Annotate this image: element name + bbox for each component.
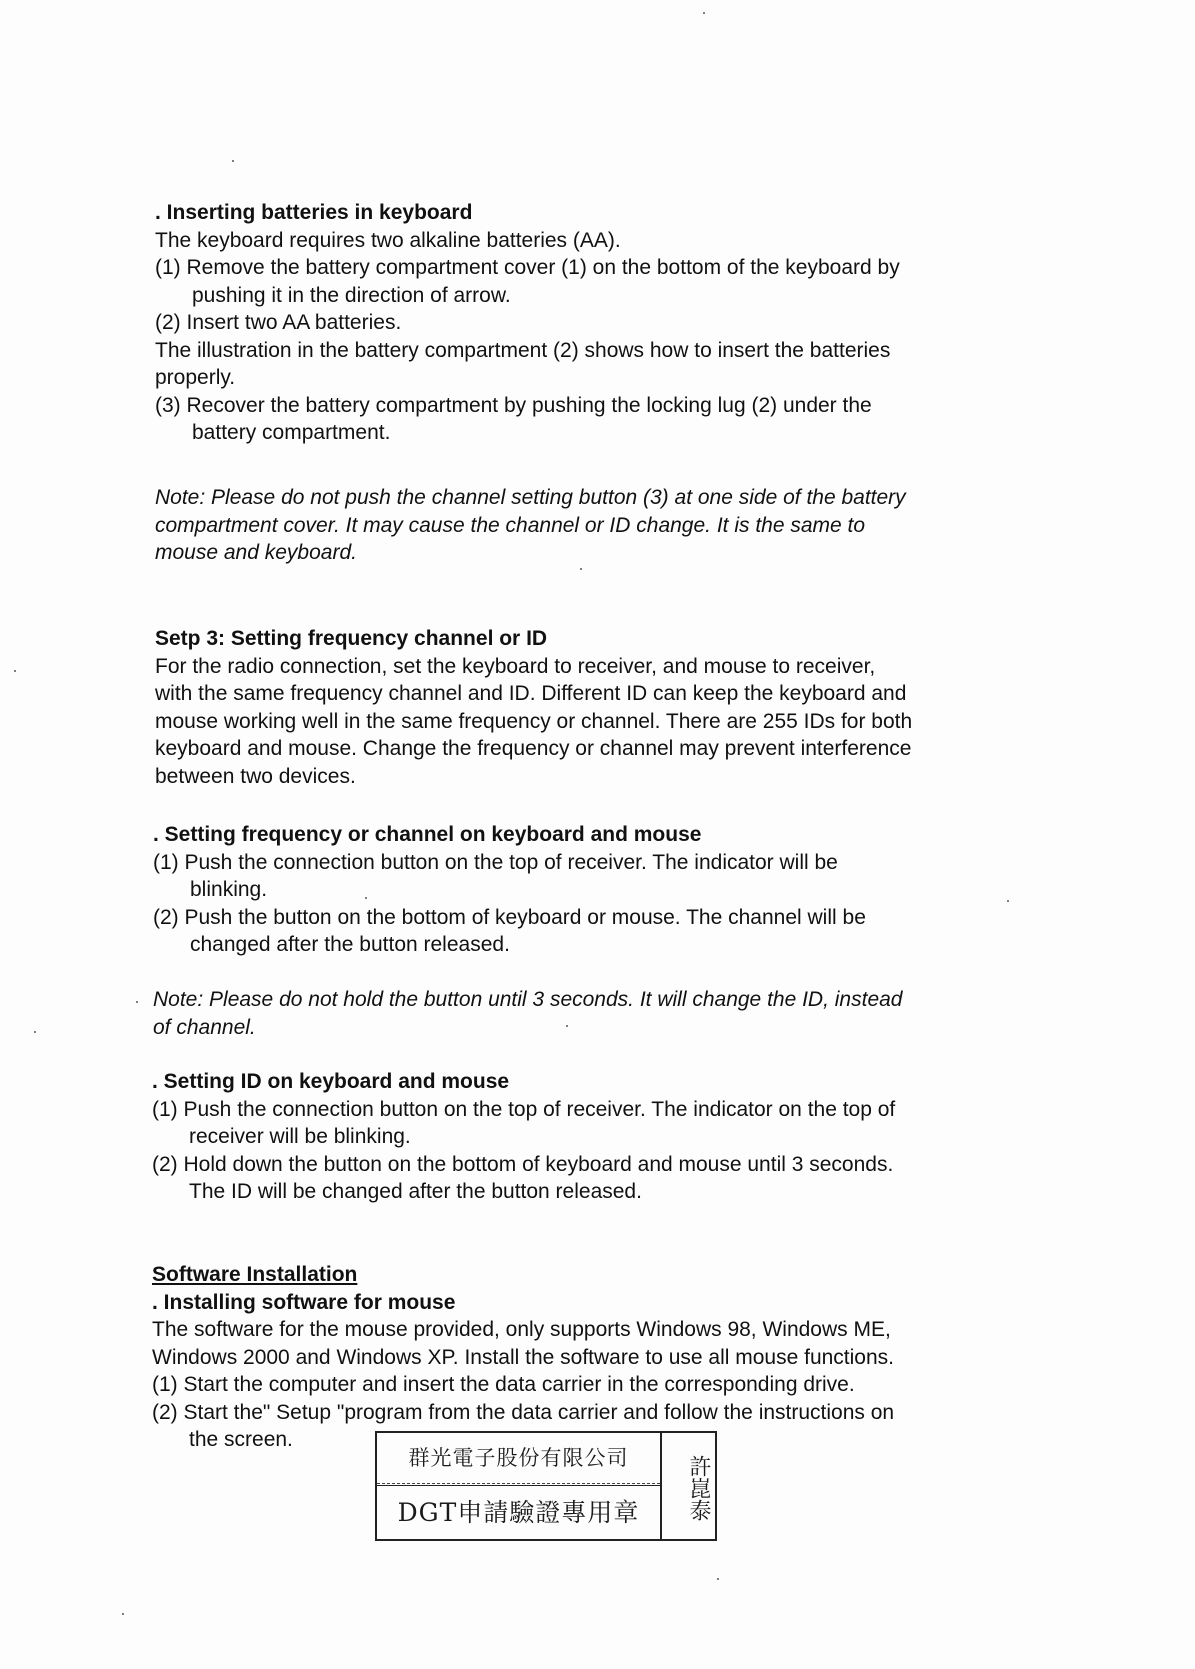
battery-note-line1: Note: Please do not push the channel setting button (3) at one side of the battery: [155, 486, 906, 509]
stamp-purpose: DGT申請驗證專用章: [377, 1485, 660, 1540]
step3-para-line3: mouse working well in the same frequency or channel. There are 255 IDs for both: [155, 709, 913, 733]
frequency-step1: (1) Push the connection button on the top of receiver. The indicator will be: [153, 850, 838, 874]
software-step1: (1) Start the computer and insert the data carrier in the corresponding drive.: [152, 1373, 855, 1396]
frequency-heading: . Setting frequency or channel on keyboard and mouse: [153, 823, 702, 846]
scan-speck: [1007, 900, 1009, 902]
software-para-line2: Windows 2000 and Windows XP. Install the software to use all mouse functions.: [152, 1345, 895, 1369]
stamp-company-name: 群光電子股份有限公司: [377, 1433, 660, 1484]
company-stamp: [375, 1431, 717, 1541]
battery-illustration-text: The illustration in the battery compartment (2) shows how to insert the batteries: [155, 338, 891, 362]
battery-step3: (3) Recover the battery compartment by pushing the locking lug (2) under the: [155, 393, 872, 417]
scan-speck: [580, 568, 582, 570]
software-title: Software Installation: [152, 1263, 358, 1286]
software-heading: . Installing software for mouse: [152, 1290, 456, 1314]
software-section: [152, 1261, 894, 1454]
battery-note: [155, 484, 906, 567]
stamp-signature: 許崑泰: [686, 1454, 711, 1521]
step3-para-line5: between two devices.: [155, 764, 356, 788]
frequency-step2-cont: changed after the button released.: [190, 933, 510, 956]
stamp-text-area: [377, 1433, 662, 1539]
frequency-note: [153, 986, 902, 1041]
id-step1-cont: receiver will be blinking.: [189, 1125, 411, 1148]
step3-section: [155, 625, 912, 790]
battery-heading: . Inserting batteries in keyboard: [155, 201, 473, 224]
frequency-note-line2: of channel.: [153, 1015, 256, 1039]
scan-speck: [34, 1031, 36, 1033]
step3-para-line1: For the radio connection, set the keyboard to receiver, and mouse to receiver,: [155, 654, 876, 678]
scan-speck: [365, 897, 367, 899]
scan-speck: [703, 12, 705, 14]
step3-para-line4: keyboard and mouse. Change the frequency or channel may prevent interference: [155, 737, 912, 760]
frequency-note-line1: Note: Please do not hold the button until 3 seconds. It will change the ID, instead: [153, 988, 903, 1011]
step3-para-line2: with the same frequency channel and ID. Different ID can keep the keyboard and: [155, 682, 907, 705]
id-step1: (1) Push the connection button on the top of receiver. The indicator on the top of: [152, 1097, 896, 1121]
battery-step1-cont: pushing it in the direction of arrow.: [192, 283, 511, 307]
id-section: [152, 1068, 895, 1206]
id-heading: . Setting ID on keyboard and mouse: [152, 1070, 510, 1093]
step3-heading: Setp 3: Setting frequency channel or ID: [155, 627, 548, 650]
id-step2: (2) Hold down the button on the bottom of keyboard and mouse until 3 seconds.: [152, 1152, 894, 1176]
id-step2-cont: The ID will be changed after the button released.: [189, 1180, 642, 1203]
battery-step3-cont: battery compartment.: [192, 421, 391, 444]
frequency-step1-cont: blinking.: [190, 878, 268, 901]
battery-section: [155, 199, 900, 447]
battery-note-line2: compartment cover. It may cause the channel or ID change. It is the same to: [155, 513, 866, 537]
battery-step2: (2) Insert two AA batteries.: [155, 311, 402, 334]
scan-speck: [122, 1613, 124, 1615]
software-step2: (2) Start the" Setup "program from the data carrier and follow the instructions on: [152, 1400, 895, 1424]
software-para-line1: The software for the mouse provided, only supports Windows 98, Windows ME,: [152, 1318, 891, 1341]
frequency-step2: (2) Push the button on the bottom of keyboard or mouse. The channel will be: [153, 905, 866, 929]
frequency-section: [153, 821, 866, 959]
scan-speck: [14, 670, 16, 672]
battery-note-line3: mouse and keyboard.: [155, 541, 357, 564]
scan-speck: [566, 1025, 568, 1027]
scan-speck: [232, 160, 234, 162]
battery-step1: (1) Remove the battery compartment cover (1) on the bottom of the keyboard by: [155, 256, 900, 279]
battery-illustration-text-cont: properly.: [155, 366, 236, 389]
software-step2-cont: the screen.: [189, 1428, 293, 1451]
scan-speck: [717, 1578, 719, 1580]
battery-intro: The keyboard requires two alkaline batteries (AA).: [155, 228, 621, 252]
scan-speck: [136, 1001, 138, 1003]
